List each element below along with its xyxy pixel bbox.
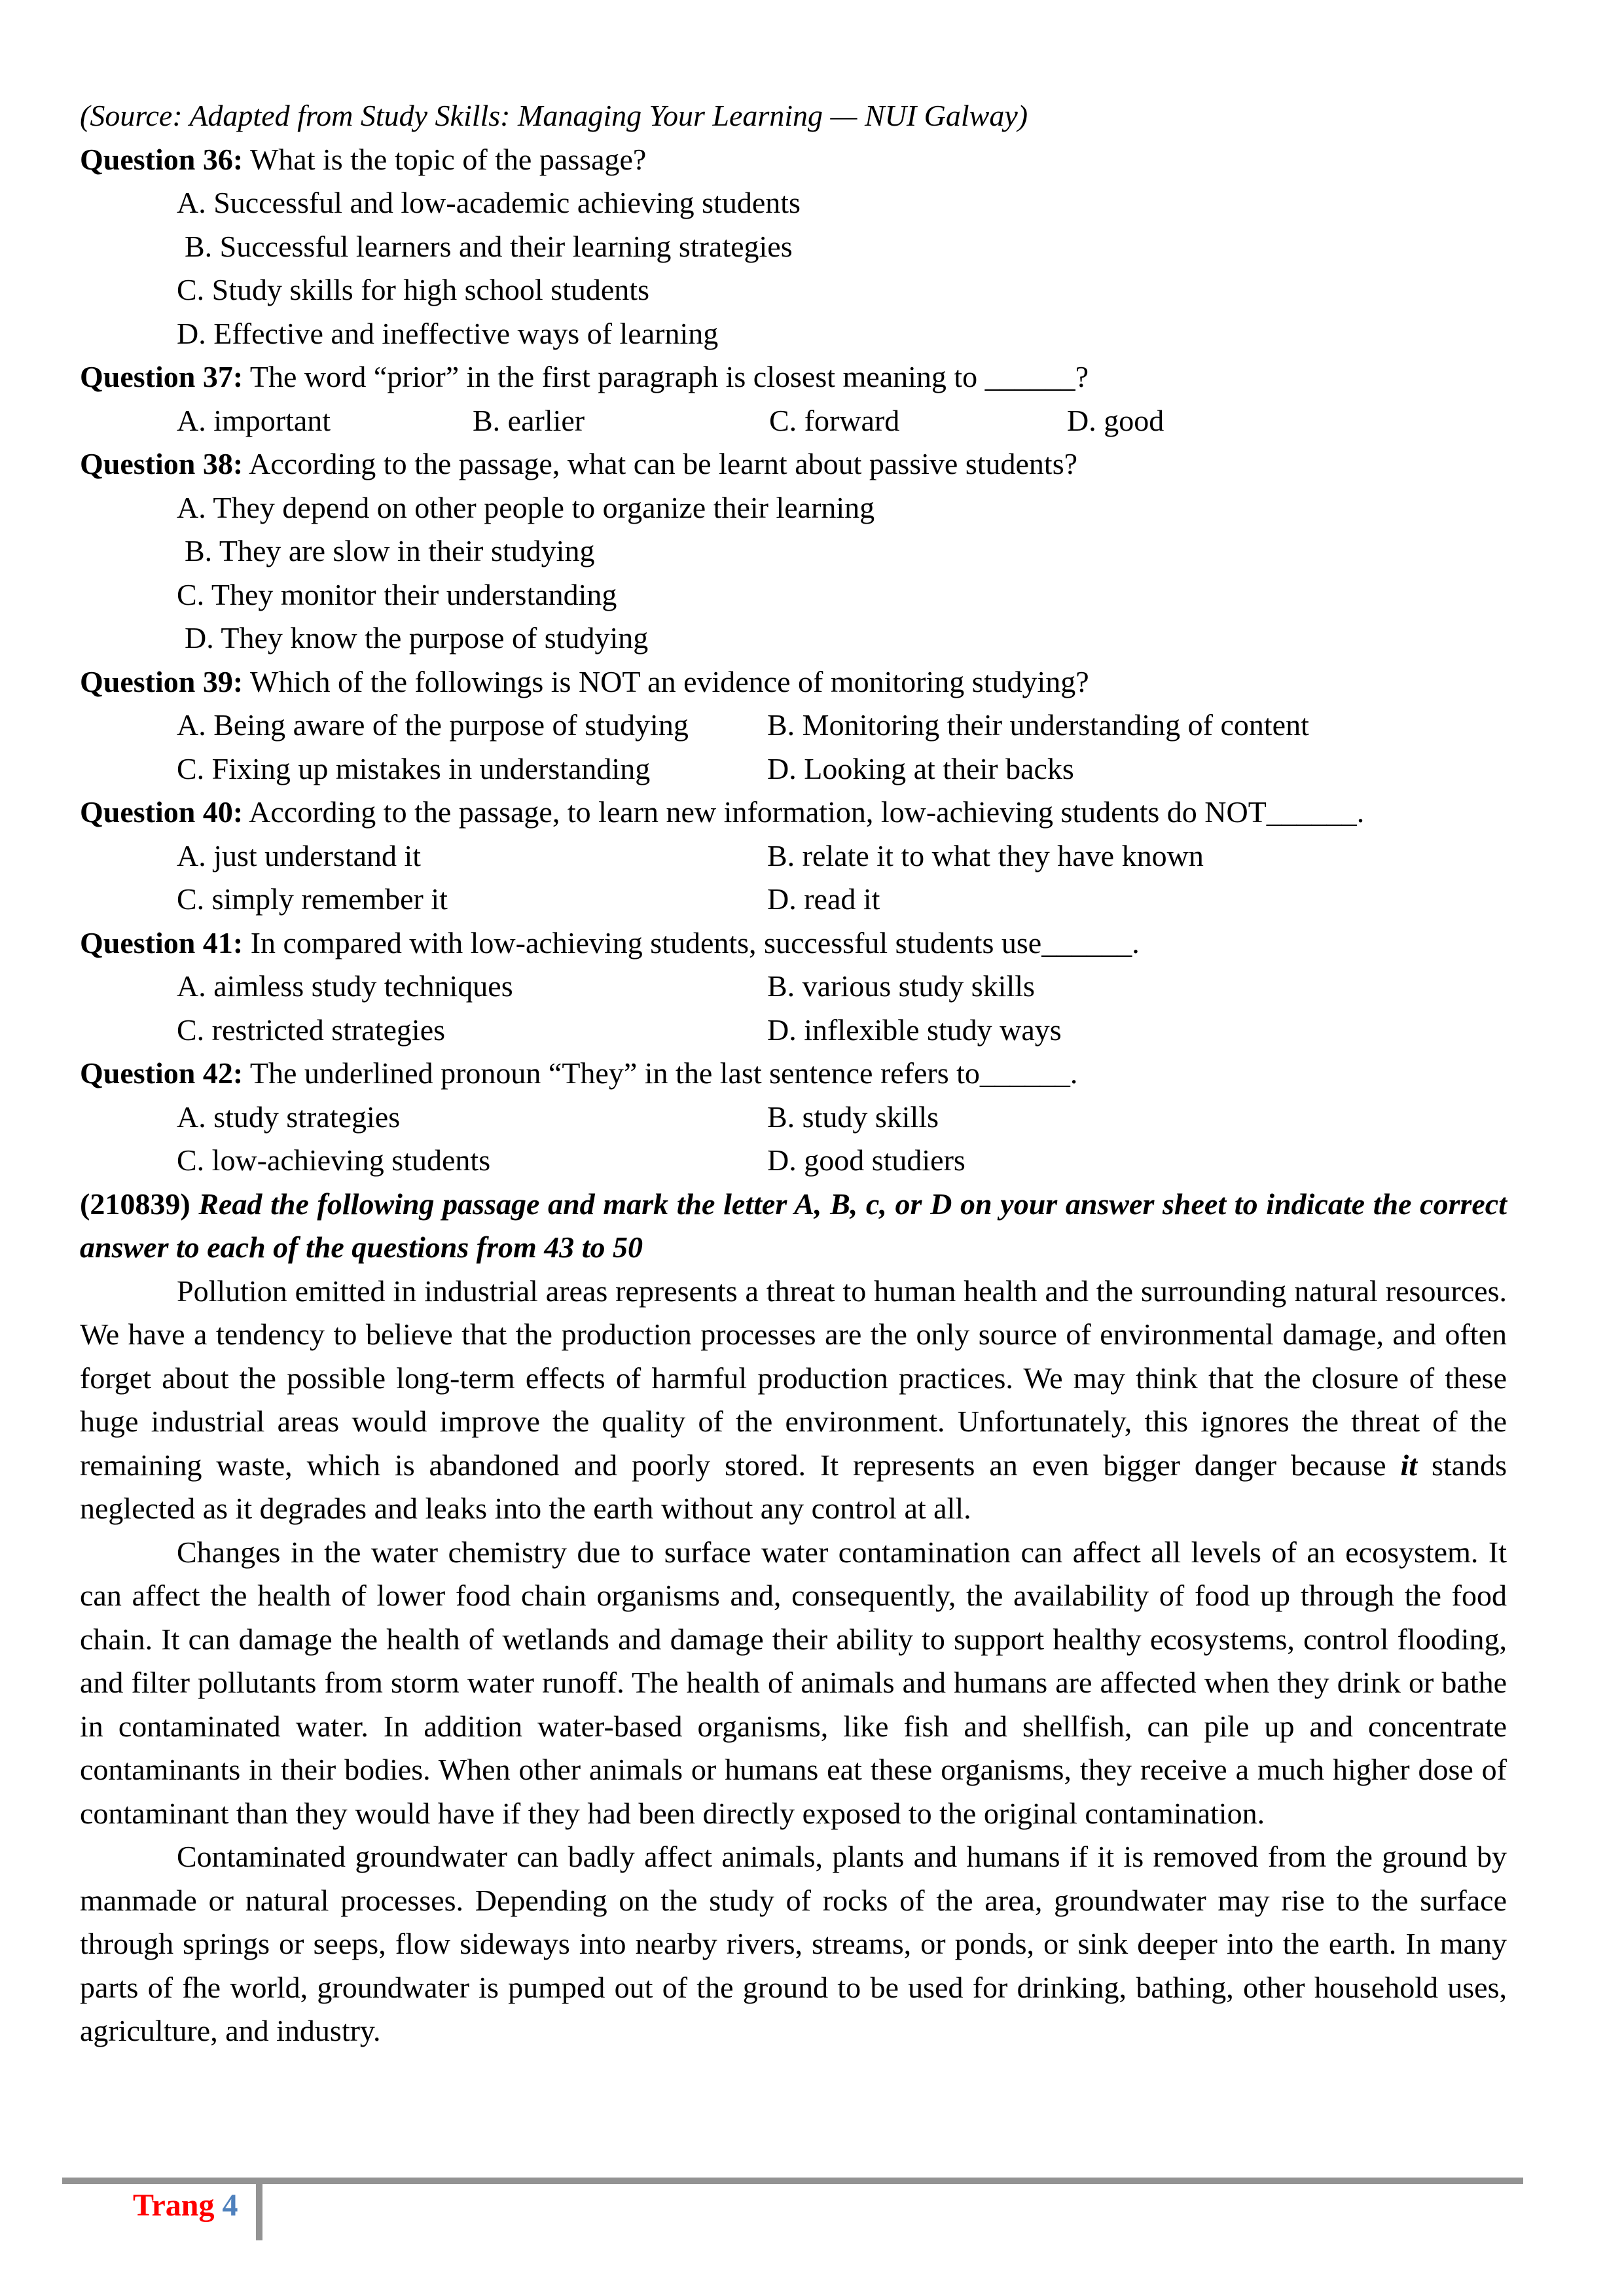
option-39-a: A. Being aware of the purpose of studying <box>177 708 689 742</box>
passage-paragraph-3: Contaminated groundwater can badly affect animals, plants and humans if it is removed from the ground by manmade or natural processes. Depending on the study of rocks of the area, groundwater may rise to the surface through springs or seeps, flow sideways into nearby rivers, streams, or ponds, or sink deeper into the earth. In many parts of fhe world, groundwater is pumped out of the ground to be used for drinking, bathing, other household uses, agriculture, and industry. <box>80 1840 1507 2047</box>
question-42 <box>80 1052 1507 1096</box>
page-number-value: 4 <box>222 2188 238 2223</box>
option-42-b: B. study skills <box>767 1100 939 1134</box>
option-37-b: B. earlier <box>473 403 585 437</box>
option-36-a: A. Successful and low-academic achieving students <box>177 186 801 219</box>
question-label: Question 42: <box>80 1056 244 1090</box>
option-40-d: D. read it <box>767 882 880 916</box>
option-41-d: D. inflexible study ways <box>767 1013 1062 1047</box>
options-39-row-2 <box>80 747 1507 791</box>
page-word: Trang <box>133 2188 215 2223</box>
options-37 <box>80 399 1507 443</box>
paragraph-text: Pollution emitted in industrial areas represents a threat to human health and the surrounding natural resources. We have a tendency to believe that the production processes are the only source of environmental damage, and often forget about the possible long-term effects of harmful production practices. We may think that the closure of these huge industrial areas would improve the quality of the environment. Unfortunately, this ignores the threat of the remaining waste, which is abandoned and poorly stored. It represents an even bigger danger because <box>80 1274 1507 1482</box>
question-text: Which of the followings is NOT an evidence of monitoring studying? <box>243 664 1089 698</box>
question-37 <box>80 355 1507 399</box>
option-42-a: A. study strategies <box>177 1100 401 1134</box>
instruction-text: Read the following passage and mark the letter A, B, c, or D on your answer sheet to indicate the correct answer to each of the questions from 43 to 50 <box>80 1187 1507 1264</box>
option-37-c: C. forward <box>769 403 900 437</box>
option-37-d: D. good <box>1067 403 1164 437</box>
options-40-row-2 <box>80 878 1507 922</box>
instruction-code: (210839) <box>80 1187 190 1221</box>
options-39-row-1 <box>80 704 1507 747</box>
source-note: (Source: Adapted from Study Skills: Managing Your Learning — NUI Galway) <box>80 99 1028 132</box>
document-page <box>80 94 1507 2053</box>
options-40-row-1 <box>80 834 1507 878</box>
page-number <box>133 2186 238 2225</box>
footer-rule <box>62 2178 1523 2184</box>
question-label: Question 40: <box>80 795 244 829</box>
question-text: What is the topic of the passage? <box>243 142 647 176</box>
question-label: Question 39: <box>80 664 244 698</box>
footer-divider <box>256 2184 262 2240</box>
options-41-row-2 <box>80 1009 1507 1052</box>
option-37-a: A. important <box>177 403 331 437</box>
question-label: Question 38: <box>80 447 244 480</box>
emphasized-pronoun: it <box>1400 1448 1418 1482</box>
passage-paragraph-1 <box>80 1270 1507 1531</box>
option-38-b: B. They are slow in their studying <box>185 534 595 567</box>
option-38-d: D. They know the purpose of studying <box>185 621 649 655</box>
option-39-c: C. Fixing up mistakes in understanding <box>177 751 651 785</box>
question-label: Question 41: <box>80 925 244 960</box>
passage-paragraph-2: Changes in the water chemistry due to surface water contamination can affect all levels of an ecosystem. It can affect the health of lower food chain organisms and, consequently, the availability of food up through the food chain. It can damage the health of wetlands and damage their ability to support healthy ecosystems, control flooding, and filter pollutants from storm water runoff. The health of animals and humans are affected when they drink or bathe in contaminated water. In addition water-based organisms, like fish and shellfish, can pile up and concentrate contaminants in their bodies. When other animals or humans eat these organisms, they receive a much higher dose of contaminant than they would have if they had been directly exposed to the original contamination. <box>80 1535 1507 1830</box>
question-40 <box>80 791 1507 834</box>
question-text: The word “prior” in the first paragraph is closest meaning to ______? <box>243 360 1089 393</box>
option-36-b: B. Successful learners and their learning strategies <box>185 229 793 263</box>
option-36-c: C. Study skills for high school students <box>177 273 649 306</box>
question-39 <box>80 660 1507 704</box>
question-text: The underlined pronoun “They” in the last sentence refers to______. <box>243 1056 1078 1090</box>
option-40-b: B. relate it to what they have known <box>767 838 1204 872</box>
option-38-c: C. They monitor their understanding <box>177 577 617 611</box>
question-36 <box>80 138 1507 182</box>
option-38-a: A. They depend on other people to organize their learning <box>177 490 875 524</box>
option-36-d: D. Effective and ineffective ways of learning <box>177 316 719 350</box>
option-41-c: C. restricted strategies <box>177 1013 446 1047</box>
section-instruction <box>80 1183 1507 1270</box>
option-42-d: D. good studiers <box>767 1143 965 1177</box>
option-39-d: D. Looking at their backs <box>767 751 1074 785</box>
option-41-b: B. various study skills <box>767 969 1035 1003</box>
question-label: Question 36: <box>80 142 244 176</box>
option-42-c: C. low-achieving students <box>177 1143 491 1177</box>
options-42-row-1 <box>80 1096 1507 1139</box>
question-label: Question 37: <box>80 360 244 393</box>
option-39-b: B. Monitoring their understanding of content <box>767 708 1309 742</box>
question-text: In compared with low-achieving students, successful students use______. <box>243 925 1140 960</box>
question-text: According to the passage, what can be learnt about passive students? <box>243 447 1078 480</box>
option-41-a: A. aimless study techniques <box>177 969 513 1003</box>
option-40-c: C. simply remember it <box>177 882 448 916</box>
options-42-row-2 <box>80 1139 1507 1183</box>
paragraph-text: stands neglected as it degrades and leaks into the earth without any control at all. <box>80 1448 1507 1525</box>
options-41-row-1 <box>80 965 1507 1009</box>
question-38 <box>80 442 1507 486</box>
question-41 <box>80 922 1507 965</box>
question-text: According to the passage, to learn new information, low-achieving students do NOT______. <box>243 795 1365 829</box>
option-40-a: A. just understand it <box>177 838 422 872</box>
